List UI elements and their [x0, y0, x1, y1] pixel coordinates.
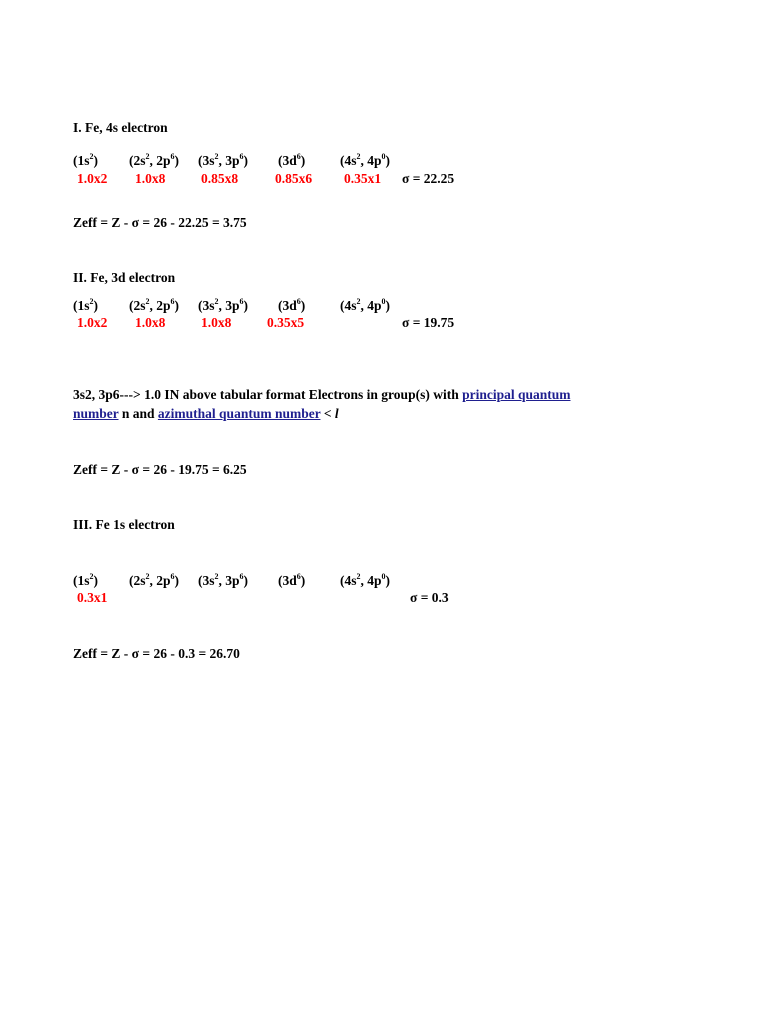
orbital-superscript: 2	[356, 151, 361, 161]
orbital-text: (3s	[198, 573, 215, 588]
section2-group-4s4p	[340, 298, 390, 314]
orbital-superscript: 2	[356, 571, 361, 581]
section1-factor-2: 1.0x8	[135, 171, 166, 186]
orbital-text: (4s	[340, 573, 357, 588]
section3-zeff: Zeff = Z - σ = 26 - 0.3 = 26.70	[73, 646, 240, 661]
orbital-superscript: 2	[89, 571, 94, 581]
orbital-superscript: 0	[381, 571, 386, 581]
orbital-text: (1s	[73, 298, 90, 313]
orbital-superscript: 2	[214, 296, 219, 306]
section2-group-1s	[73, 298, 98, 314]
note-italic-l: l	[334, 406, 339, 421]
orbital-text: (1s	[73, 573, 90, 588]
section1-group-4s4p	[340, 153, 390, 169]
orbital-superscript: 2	[145, 296, 150, 306]
section2-note-line1	[73, 387, 571, 403]
section3-group-3d	[278, 573, 305, 589]
orbital-text: (1s	[73, 153, 90, 168]
orbital-superscript: 0	[381, 151, 386, 161]
section1-group-3s3p	[198, 153, 248, 169]
section1-factor-3: 0.85x8	[201, 171, 239, 186]
section3-group-4s4p	[340, 573, 390, 589]
principal-quantum-number-link[interactable]: principal quantum	[462, 387, 571, 402]
orbital-superscript: 2	[89, 151, 94, 161]
orbital-superscript: 6	[296, 151, 301, 161]
orbital-text: )	[300, 573, 306, 588]
orbital-text: )	[93, 153, 98, 168]
section1-group-2s2p	[129, 153, 179, 169]
orbital-text: (2s	[129, 153, 146, 168]
orbital-text: (3s	[198, 153, 215, 168]
orbital-text: )	[243, 153, 249, 168]
orbital-text: , 3p	[218, 298, 240, 313]
orbital-text: (3d	[278, 573, 297, 588]
orbital-text: )	[174, 573, 180, 588]
orbital-text: , 2p	[149, 153, 171, 168]
orbital-text: (3s	[198, 298, 215, 313]
orbital-text: )	[300, 153, 306, 168]
orbital-superscript: 6	[239, 571, 244, 581]
section1-heading: I. Fe, 4s electron	[73, 120, 168, 135]
orbital-text: , 2p	[149, 573, 171, 588]
section3-group-1s	[73, 573, 98, 589]
note-text: 3s2, 3p6---> 1.0 IN above tabular format Electrons in group(s) with	[73, 387, 463, 402]
orbital-superscript: 6	[296, 571, 301, 581]
orbital-text: )	[385, 573, 391, 588]
orbital-superscript: 6	[239, 151, 244, 161]
orbital-superscript: 2	[356, 296, 361, 306]
orbital-text: )	[243, 573, 249, 588]
orbital-text: )	[385, 298, 391, 313]
note-text-tail: <	[320, 406, 335, 421]
orbital-text: )	[174, 298, 180, 313]
orbital-text: (4s	[340, 298, 357, 313]
azimuthal-quantum-number-link[interactable]: azimuthal quantum number	[157, 406, 321, 421]
section3-factor-1: 0.3x1	[77, 590, 108, 605]
section2-factor-1: 1.0x2	[77, 315, 108, 330]
orbital-text: )	[93, 573, 98, 588]
section3-group-3s3p	[198, 573, 248, 589]
orbital-text: , 2p	[149, 298, 171, 313]
section1-factor-5: 0.35x1	[344, 171, 382, 186]
orbital-superscript: 6	[170, 151, 175, 161]
section1-factor-4: 0.85x6	[275, 171, 313, 186]
section2-note-line2	[73, 406, 339, 422]
orbital-text: , 3p	[218, 153, 240, 168]
orbital-text: (3d	[278, 298, 297, 313]
orbital-text: )	[174, 153, 180, 168]
principal-quantum-number-link-continued[interactable]: number	[73, 406, 119, 421]
orbital-superscript: 0	[381, 296, 386, 306]
orbital-text: , 4p	[360, 153, 382, 168]
orbital-superscript: 6	[170, 571, 175, 581]
section2-heading: II. Fe, 3d electron	[73, 270, 176, 285]
orbital-superscript: 2	[89, 296, 94, 306]
orbital-text: , 4p	[360, 298, 382, 313]
section2-group-3d	[278, 298, 305, 314]
section2-group-2s2p	[129, 298, 179, 314]
orbital-text: (3d	[278, 153, 297, 168]
orbital-superscript: 2	[214, 571, 219, 581]
note-text-mid: n and	[118, 406, 158, 421]
section1-factor-1: 1.0x2	[77, 171, 108, 186]
section3-sigma: σ = 0.3	[410, 590, 449, 605]
section1-sigma: σ = 22.25	[402, 171, 455, 186]
orbital-superscript: 2	[145, 571, 150, 581]
orbital-text: )	[300, 298, 306, 313]
section2-factor-4: 0.35x5	[267, 315, 305, 330]
section2-zeff: Zeff = Z - σ = 26 - 19.75 = 6.25	[73, 462, 247, 477]
orbital-text: )	[93, 298, 98, 313]
orbital-text: )	[385, 153, 391, 168]
section1-group-1s	[73, 153, 98, 169]
orbital-superscript: 6	[170, 296, 175, 306]
orbital-superscript: 2	[214, 151, 219, 161]
orbital-text: (2s	[129, 298, 146, 313]
section1-zeff: Zeff = Z - σ = 26 - 22.25 = 3.75	[73, 215, 247, 230]
section1-group-3d	[278, 153, 305, 169]
section2-factor-2: 1.0x8	[135, 315, 166, 330]
section3-group-2s2p	[129, 573, 179, 589]
section2-sigma: σ = 19.75	[402, 315, 455, 330]
orbital-superscript: 6	[296, 296, 301, 306]
section3-heading: III. Fe 1s electron	[73, 517, 175, 532]
orbital-superscript: 6	[239, 296, 244, 306]
orbital-text: , 4p	[360, 573, 382, 588]
orbital-text: (4s	[340, 153, 357, 168]
section2-group-3s3p	[198, 298, 248, 314]
section2-factor-3: 1.0x8	[201, 315, 232, 330]
orbital-text: (2s	[129, 573, 146, 588]
orbital-superscript: 2	[145, 151, 150, 161]
orbital-text: )	[243, 298, 249, 313]
orbital-text: , 3p	[218, 573, 240, 588]
